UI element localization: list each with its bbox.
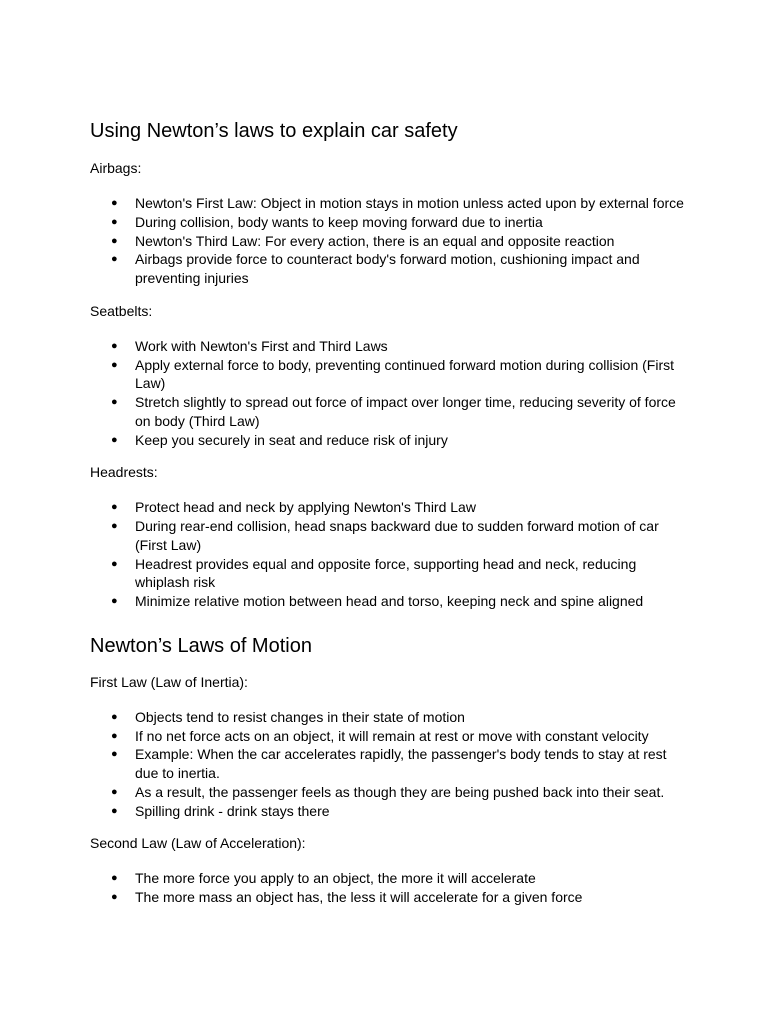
list-item-text: Spilling drink - drink stays there bbox=[135, 802, 330, 819]
section-heading-laws: Newton’s Laws of Motion bbox=[90, 634, 312, 657]
section-label-first-law: First Law (Law of Inertia): bbox=[90, 673, 248, 690]
bullet-icon: ● bbox=[111, 804, 118, 817]
section-label-seatbelts: Seatbelts: bbox=[90, 302, 153, 319]
bullet-icon: ● bbox=[111, 234, 118, 247]
bullet-list-airbags bbox=[90, 194, 690, 288]
page-title: Using Newton’s laws to explain car safety bbox=[90, 120, 458, 142]
list-item-text: The more force you apply to an object, the more it will accelerate bbox=[135, 870, 536, 887]
list-item bbox=[90, 727, 688, 746]
list-item-text: During collision, body wants to keep moving forward due to inertia bbox=[135, 213, 543, 230]
list-item bbox=[90, 393, 688, 431]
list-item bbox=[90, 194, 688, 213]
list-item bbox=[90, 555, 688, 593]
bullet-icon: ● bbox=[111, 501, 118, 514]
bullet-icon: ● bbox=[111, 891, 118, 903]
list-item-text: Stretch slightly to spread out force of impact over longer time, reducing severity of force on body (Third Law) bbox=[135, 394, 676, 429]
list-item-text: If no net force acts on an object, it will remain at rest or move with constant velocity bbox=[135, 727, 649, 744]
list-item-text: Minimize relative motion between head and torso, keeping neck and spine aligned bbox=[135, 593, 644, 609]
list-item-text: Newton's First Law: Object in motion stays in motion unless acted upon by external force bbox=[135, 195, 684, 211]
list-item-text: Objects tend to resist changes in their state of motion bbox=[135, 708, 465, 725]
list-item-text: Protect head and neck by applying Newton's Third Law bbox=[135, 499, 476, 516]
bullet-icon: ● bbox=[111, 520, 118, 532]
bullet-icon: ● bbox=[111, 215, 118, 228]
list-item-text: As a result, the passenger feels as though they are being pushed back into their seat. bbox=[135, 783, 665, 800]
list-item bbox=[90, 213, 688, 232]
list-item bbox=[90, 802, 688, 821]
bullet-icon: ● bbox=[111, 339, 118, 352]
list-item bbox=[90, 783, 688, 802]
list-item bbox=[90, 337, 688, 356]
bullet-icon: ● bbox=[111, 433, 118, 446]
bullet-icon: ● bbox=[111, 729, 118, 742]
list-item-text: Newton's Third Law: For every action, there is an equal and opposite reaction bbox=[135, 232, 615, 249]
list-item-text: Work with Newton's First and Third Laws bbox=[135, 337, 388, 354]
list-item-text: During rear-end collision, head snaps backward due to sudden forward motion of car (First Law) bbox=[135, 518, 659, 553]
bullet-icon: ● bbox=[111, 253, 118, 266]
list-item bbox=[90, 592, 688, 611]
bullet-icon: ● bbox=[111, 557, 118, 570]
list-item bbox=[90, 745, 688, 783]
bullet-icon: ● bbox=[111, 595, 118, 607]
list-item bbox=[90, 431, 688, 450]
list-item-text: Example: When the car accelerates rapidly, the passenger's body tends to stay at rest due to inertia. bbox=[135, 746, 667, 781]
section-label-airbags: Airbags: bbox=[90, 160, 142, 176]
bullet-icon: ● bbox=[111, 197, 118, 209]
bullet-list-second-law bbox=[90, 869, 690, 907]
section-label-headrests: Headrests: bbox=[90, 464, 158, 481]
bullet-icon: ● bbox=[111, 358, 118, 371]
bullet-list-seatbelts bbox=[90, 337, 690, 450]
bullet-icon: ● bbox=[111, 872, 118, 885]
bullet-icon: ● bbox=[111, 785, 118, 798]
list-item-text: Keep you securely in seat and reduce risk of injury bbox=[135, 431, 448, 448]
list-item bbox=[90, 356, 688, 394]
list-item bbox=[90, 498, 688, 517]
list-item-text: The more mass an object has, the less it will accelerate for a given force bbox=[135, 889, 583, 905]
list-item-text: Apply external force to body, preventing continued forward motion during collision (First Law) bbox=[135, 356, 675, 392]
bullet-list-first-law bbox=[90, 708, 690, 821]
document-content bbox=[90, 118, 690, 921]
bullet-list-headrests bbox=[90, 498, 690, 611]
list-item bbox=[90, 517, 688, 555]
list-item-text: Headrest provides equal and opposite force, supporting head and neck, reducing whiplash risk bbox=[135, 555, 637, 591]
section-label-second-law: Second Law (Law of Acceleration): bbox=[90, 835, 306, 852]
list-item bbox=[90, 232, 688, 251]
list-item-text: Airbags provide force to counteract body's forward motion, cushioning impact and preventing injuries bbox=[135, 251, 640, 286]
bullet-icon: ● bbox=[111, 748, 118, 761]
list-item bbox=[90, 869, 688, 888]
list-item bbox=[90, 708, 688, 727]
bullet-icon: ● bbox=[111, 396, 118, 408]
list-item bbox=[90, 888, 688, 907]
list-item bbox=[90, 250, 688, 288]
bullet-icon: ● bbox=[111, 710, 118, 723]
